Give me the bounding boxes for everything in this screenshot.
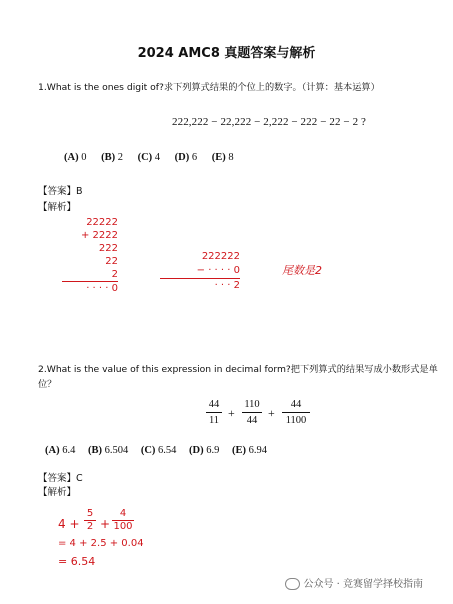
question-1-expression: 222,222 − 22,222 − 2,222 − 222 − 22 − 2 ? xyxy=(172,116,367,128)
fraction-2: 110 44 xyxy=(242,398,262,427)
question-1-answer: 【答案】B xyxy=(38,186,83,197)
question-2-prompt: 2.What is the value of this expression in decimal form?把下列算式的结果写成小数形式是单 位？ xyxy=(38,364,438,390)
wechat-icon xyxy=(285,578,300,590)
handwritten-note: 尾数是2 xyxy=(282,264,322,277)
handwritten-fraction-sum: 4 + 5 2 + 4 100 xyxy=(58,508,133,532)
handwritten-step-3: = 6.54 xyxy=(58,555,96,568)
question-1-analysis-label: 【解析】 xyxy=(38,202,77,213)
watermark: 公众号 · 竞赛留学择校指南 xyxy=(285,575,423,590)
question-1-choices xyxy=(64,152,234,163)
choice-a[interactable]: (A) 0 xyxy=(64,152,87,163)
choice-b[interactable]: (B) 2 xyxy=(101,152,123,163)
choice-c[interactable]: (C) 6.54 xyxy=(140,445,177,456)
question-2-analysis-label: 【解析】 xyxy=(38,487,77,498)
handwritten-sum-column: 22222 + 2222 222 22 2 · · · · 0 xyxy=(62,216,118,295)
fraction-1: 44 11 xyxy=(206,398,222,427)
handwritten-subtraction: 222222 − · · · · 0 · · · 2 xyxy=(160,250,240,293)
fraction-3: 44 1100 xyxy=(282,398,310,427)
choice-a[interactable]: (A) 6.4 xyxy=(45,445,76,456)
question-2-choices xyxy=(45,445,267,456)
choice-e[interactable]: (E) 6.94 xyxy=(231,445,267,456)
choice-c[interactable]: (C) 4 xyxy=(137,152,161,163)
choice-e[interactable]: (E) 8 xyxy=(211,152,234,163)
choice-d[interactable]: (D) 6 xyxy=(174,152,198,163)
question-1-prompt: 1.What is the ones digit of?求下列算式结果的个位上的数字。（计算：基本运算） xyxy=(38,82,380,93)
choice-b[interactable]: (B) 6.504 xyxy=(87,445,129,456)
plus-sign: + xyxy=(228,406,235,420)
question-2-answer: 【答案】C xyxy=(38,473,83,484)
choice-d[interactable]: (D) 6.9 xyxy=(189,445,220,456)
page-title: 2024 AMC8 真题答案与解析 xyxy=(137,46,316,61)
question-2-expression xyxy=(196,398,336,432)
plus-sign: + xyxy=(268,406,275,420)
handwritten-step-2: = 4 + 2.5 + 0.04 xyxy=(58,538,144,549)
